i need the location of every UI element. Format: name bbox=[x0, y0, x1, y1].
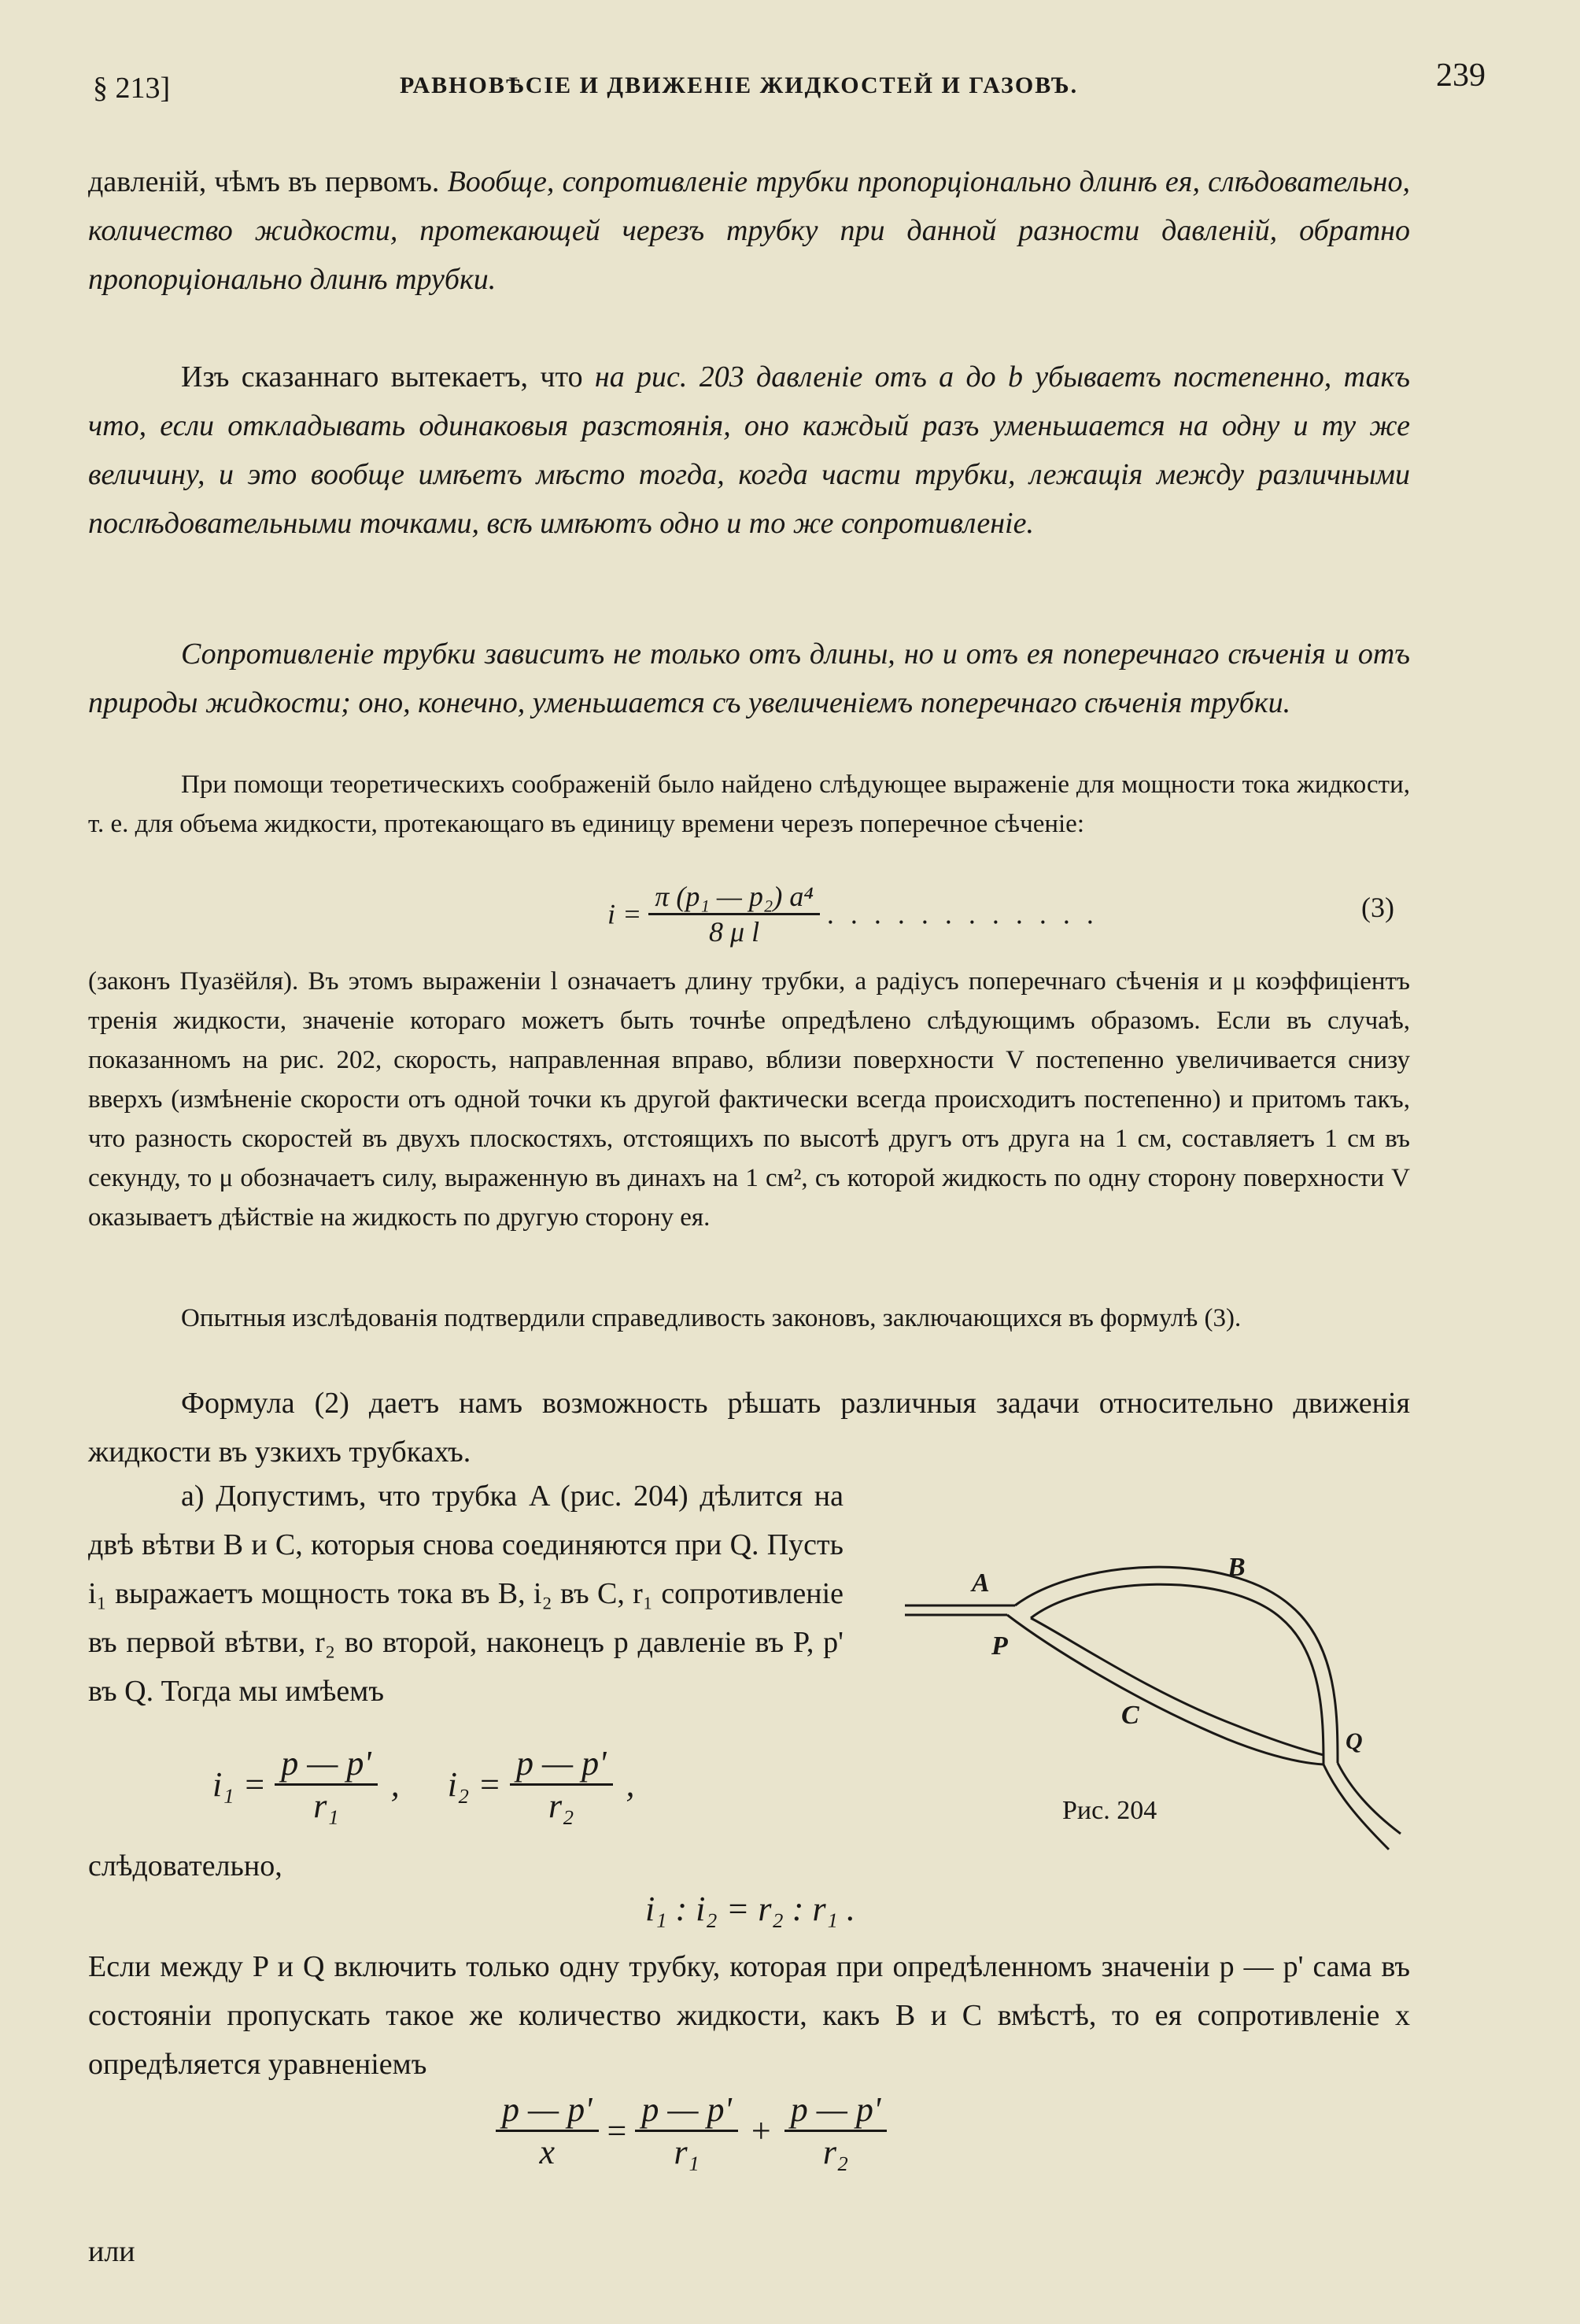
paragraph-2 bbox=[88, 353, 1410, 548]
branch-b-inner bbox=[1031, 1584, 1323, 1764]
branch-b-outer bbox=[1015, 1567, 1338, 1763]
branch-c-inner bbox=[1031, 1618, 1323, 1755]
figure-label-p: P bbox=[991, 1631, 1008, 1661]
figure-label-b: B bbox=[1227, 1553, 1246, 1582]
formula-x-numerator: p — p' bbox=[496, 2089, 599, 2132]
formula-3-numerator: π (p₁ — p₂) a⁴ bbox=[648, 880, 820, 915]
figure-caption: Рис. 204 bbox=[1062, 1796, 1157, 1825]
outlet-q-top bbox=[1338, 1763, 1401, 1834]
formula-x-r2-numerator: p — p' bbox=[784, 2089, 888, 2132]
formula-x-r1-numerator: p — p' bbox=[635, 2089, 738, 2132]
paragraph-2-italic: на рис. 203 давленіе отъ a до b убываетъ постепенно, такъ что, если откладывать одинаковыя разстоянія, оно каждый разъ уменьшается на одну и ту же величину, и это вообще имѣетъ мѣсто тогда, когда части трубки, лежащія между различными послѣдовательными точками, всѣ имѣютъ одно и то же сопротивленіе. bbox=[88, 360, 1411, 540]
paragraph-9: слѣдовательно, bbox=[88, 1849, 282, 1882]
formula-x-r1-fraction bbox=[635, 2089, 738, 2172]
figure-label-c: C bbox=[1121, 1701, 1139, 1730]
paragraph-1-plain: давленій, чѣмъ въ первомъ. bbox=[88, 165, 440, 198]
running-title: РАВНОВѢСІЕ И ДВИЖЕНІЕ ЖИДКОСТЕЙ И ГАЗОВЪ. bbox=[400, 72, 1079, 98]
formula-i1-lhs: i₁ = bbox=[212, 1765, 267, 1804]
formula-i2-fraction bbox=[510, 1743, 613, 1826]
paragraph-5: (законъ Пуазёйля). Въ этомъ выраженіи l означаетъ длину трубки, a радіусъ поперечнаго сѣченія и μ коэффиціентъ тренія жидкости, значеніе котораго можетъ быть точнѣе опредѣлено слѣдующимъ образомъ. Если въ случаѣ, показанномъ на рис. 202, скорость, направленная вправо, вблизи поверхности V постепенно увеличивается снизу вверхъ (измѣненіе скорости отъ одной точки къ другой фактически всегда происходитъ постепенно) и притомъ такъ, что разность скоростей въ двухъ плоскостяхъ, отстоящихъ по высотѣ другъ отъ друга на 1 см, составляетъ 1 см въ секунду, то μ обозначаетъ силу, выраженную въ динахъ на 1 см², съ которой жидкость по одну сторону поверхности V оказываетъ дѣйствіе на жидкость по другую сторону ея. bbox=[88, 967, 1410, 1232]
formula-x-r2-fraction bbox=[784, 2089, 888, 2172]
formula-i1-numerator: p — p' bbox=[275, 1743, 378, 1786]
paragraph-2-plain: Изъ сказаннаго вытекаетъ, что bbox=[181, 360, 583, 393]
formula-i2-denominator: r₂ bbox=[548, 1786, 574, 1825]
formula-3-fraction bbox=[648, 880, 820, 948]
paragraph-4: При помощи теоретическихъ соображеній было найдено слѣдующее выраженіе для мощности тока жидкости, т. е. для объема жидкости, протекающаго въ единицу времени черезъ поперечное сѣченіе: bbox=[88, 770, 1410, 838]
formula-3-lhs: i = bbox=[607, 898, 642, 930]
running-header bbox=[85, 57, 1486, 104]
paragraph-8: a) Допустимъ, что трубка A (рис. 204) дѣлится на двѣ вѣтви B и C, которыя снова соединяются при Q. Пусть i₁ выражаетъ мощность тока въ B, i₂ въ C, r₁ сопротивленіе въ первой вѣтви, r₂ во второй, наконецъ p давленіе въ P, p' въ Q. Тогда мы имѣемъ bbox=[88, 1480, 844, 1708]
formula-i1-fraction bbox=[275, 1743, 378, 1826]
formula-x-r2-denominator: r₂ bbox=[822, 2133, 849, 2171]
outlet-q-bottom bbox=[1323, 1764, 1389, 1849]
formula-x-r1-denominator: r₁ bbox=[674, 2133, 700, 2171]
figure-label-a: A bbox=[972, 1568, 990, 1598]
section-number: § 213] bbox=[93, 72, 171, 105]
formula-x-fraction bbox=[496, 2089, 599, 2172]
formula-currents: i₁ = $\frac{p — p'}{\text{r₁}}$ , i₂ = $\frac{p — p'}{\text{r₂}}$ , bbox=[212, 1744, 635, 1825]
formula-x-equals: = bbox=[607, 2112, 627, 2150]
paragraph-7: Формула (2) даетъ намъ возможность рѣшать различныя задачи относительно движенія жидкости въ узкихъ трубкахъ. bbox=[88, 1387, 1410, 1469]
formula-x-denominator: x bbox=[539, 2133, 556, 2171]
formula-poiseuille bbox=[88, 880, 1410, 959]
formula-i2-lhs: i₂ = bbox=[447, 1765, 501, 1804]
formula-i1-denominator: r₁ bbox=[313, 1786, 339, 1825]
paragraph-1-italic: Вообще, сопротивленіе трубки пропорціонально длинѣ ея, слѣдовательно, количество жидкости, протекающей черезъ трубку при данной разности давленій, обратно пропорціонально длинѣ трубки. bbox=[88, 165, 1410, 296]
branch-c-outer bbox=[1007, 1615, 1323, 1764]
page-number: 239 bbox=[1436, 57, 1486, 94]
formula-3-dots: . . . . . . . . . . . . bbox=[826, 898, 1098, 930]
formula-i2-numerator: p — p' bbox=[510, 1743, 613, 1786]
formula-3-denominator: 8 μ l bbox=[709, 916, 760, 948]
paragraph-1 bbox=[88, 157, 1410, 304]
paragraph-11: или bbox=[88, 2235, 135, 2268]
formula-3-number: (3) bbox=[1361, 892, 1394, 923]
figure-label-q: Q bbox=[1346, 1728, 1363, 1754]
paragraph-3: Сопротивленіе трубки зависитъ не только отъ длины, но и отъ ея поперечнаго сѣченія и отъ природы жидкости; оно, конечно, уменьшается съ увеличеніемъ поперечнаго сѣченія трубки. bbox=[88, 637, 1410, 719]
paragraph-6: Опытныя изслѣдованія подтвердили справедливость законовъ, заключающихся въ формулѣ (3). bbox=[181, 1304, 1242, 1332]
paragraph-10: Если между P и Q включить только одну трубку, которая при опредѣленномъ значеніи p — p' сама въ состояніи пропускать такое же количество жидкости, какъ B и C вмѣстѣ, то ея сопротивленіе x опредѣляется уравненіемъ bbox=[88, 1950, 1410, 2081]
formula-ratio: i₁ : i₂ = r₂ : r₁ . bbox=[645, 1890, 855, 1928]
formula-resistance-x bbox=[496, 2089, 887, 2172]
formula-x-plus: + bbox=[751, 2112, 771, 2150]
